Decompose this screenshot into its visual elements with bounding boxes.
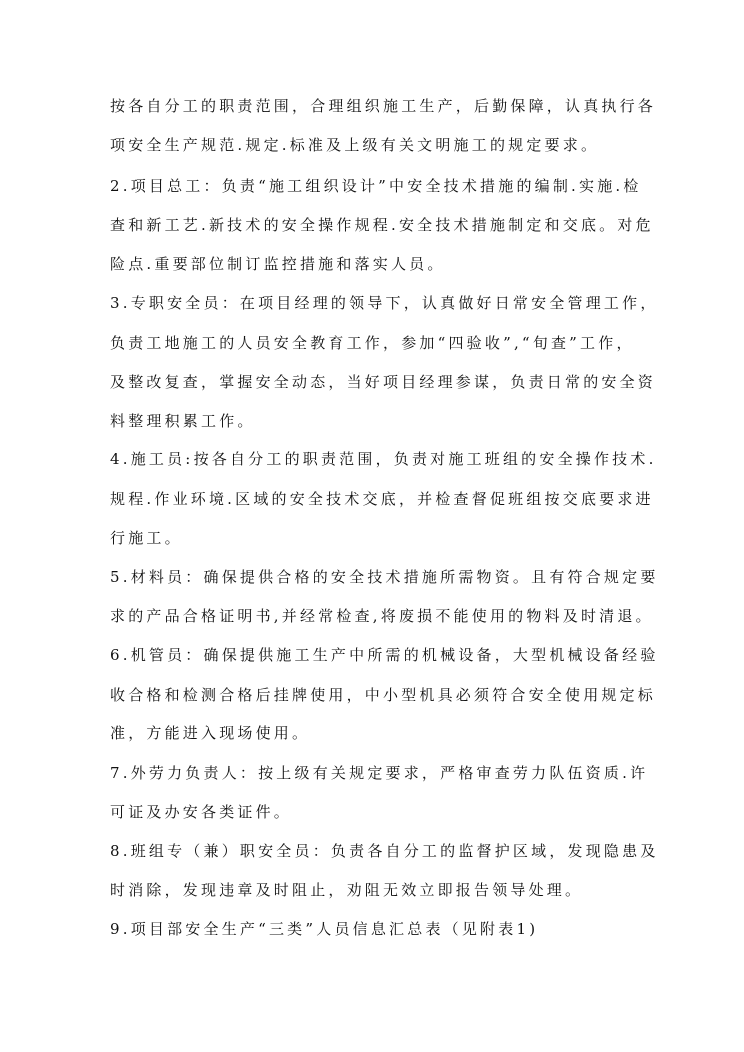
text-line: 3.专职安全员：在项目经理的领导下，认真做好日常安全管理工作， <box>110 294 659 312</box>
text-line: 8.班组专（兼）职安全员：负责各自分工的监督护区域，发现隐患及 <box>110 842 659 860</box>
text-line: 时消除，发现违章及时阻止，劝阻无效立即报告领导处理。 <box>110 881 584 899</box>
text-line: 负责工地施工的人员安全教育工作，参加“四验收”,“旬查”工作， <box>110 334 635 352</box>
text-line: 7.外劳力负责人：按上级有关规定要求，严格审查劳力队伍资质.许 <box>110 764 649 782</box>
text-line: 规程.作业环境.区域的安全技术交底，并检查督促班组按交底要求进 <box>110 490 654 508</box>
text-line: 收合格和检测合格后挂牌使用，中小型机具必须符合安全使用规定标 <box>110 686 657 704</box>
text-line: 4.施工员:按各自分工的职责范围，负责对施工班组的安全操作技术. <box>110 450 657 468</box>
text-line: 料整理积累工作。 <box>110 412 256 430</box>
text-line: 可证及办安各类证件。 <box>110 803 293 821</box>
text-line: 项安全生产规范.规定.标准及上级有关文明施工的规定要求。 <box>110 136 600 154</box>
text-line: 准，方能进入现场使用。 <box>110 724 311 742</box>
text-line: 险点.重要部位制订监控措施和落实人员。 <box>110 255 446 273</box>
text-line: 2.项目总工：负责“施工组织设计”中安全技术措施的编制.实施.检 <box>110 177 642 195</box>
text-line: 及整改复查，掌握安全动态，当好项目经理参谋，负责日常的安全资 <box>110 373 657 391</box>
text-line: 5.材料员：确保提供合格的安全技术措施所需物资。且有符合规定要 <box>110 568 659 586</box>
text-line: 按各自分工的职责范围，合理组织施工生产，后勤保障，认真执行各 <box>110 97 657 115</box>
text-line: 求的产品合格证明书,并经常检查,将废损不能使用的物料及时清退。 <box>110 607 654 625</box>
text-line: 6.机管员：确保提供施工生产中所需的机械设备，大型机械设备经验 <box>110 646 659 664</box>
text-line: 9.项目部安全生产“三类”人员信息汇总表（见附表1) <box>110 920 539 938</box>
text-line: 查和新工艺.新技术的安全操作规程.安全技术措施制定和交底。对危 <box>110 216 654 234</box>
text-line: 行施工。 <box>110 529 183 547</box>
